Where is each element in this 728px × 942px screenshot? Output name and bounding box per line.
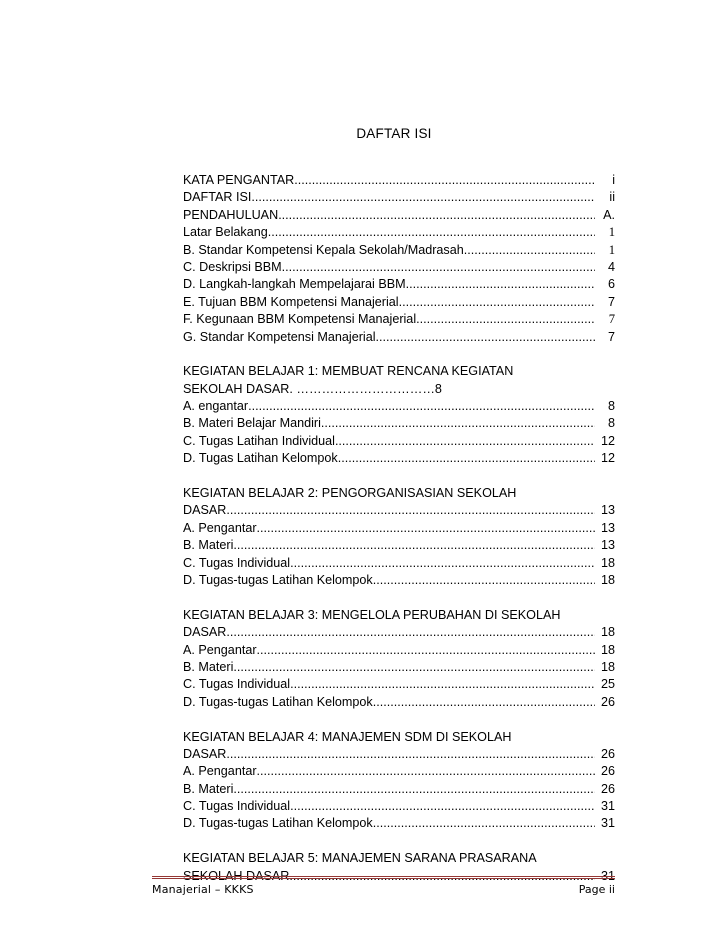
- dot-leader: [248, 398, 595, 415]
- dot-leader: [373, 694, 595, 711]
- toc-entry-label: B. Materi: [183, 538, 234, 553]
- toc-entry-label: A. Pengantar: [183, 520, 257, 535]
- toc-entry-label: DASAR: [183, 503, 227, 518]
- footer-rule: [152, 876, 615, 879]
- toc-entry-kb4-c[interactable]: [183, 798, 615, 815]
- toc-entry-label: A. Pengantar: [183, 642, 257, 657]
- dot-leader: [290, 798, 595, 815]
- toc-entry-page: 1: [608, 242, 615, 257]
- toc-entry-label: Latar Belakang: [183, 225, 268, 240]
- dot-leader: [294, 172, 595, 189]
- toc-entry-label: A. engantar: [183, 399, 249, 414]
- toc-entry-label: D. Tugas-tugas Latihan Kelompok: [183, 572, 373, 587]
- toc-entry-label: E. Tujuan BBM Kompetensi Manajerial: [183, 294, 399, 309]
- toc-entry-page: 31: [600, 816, 615, 831]
- toc-entry-kata-pengantar[interactable]: [183, 172, 615, 189]
- section-gap: [183, 833, 615, 850]
- toc-entry-kb3-c[interactable]: [183, 676, 615, 693]
- toc-entry-page: 18: [600, 572, 615, 587]
- toc-entry-label: B. Standar Kompetensi Kepala Sekolah/Madrasah: [183, 242, 464, 257]
- toc-entry-page: 18: [600, 659, 615, 674]
- section-gap: [183, 468, 615, 485]
- dot-leader: [290, 555, 595, 572]
- toc-entry-label: G. Standar Kompetensi Manajerial: [183, 329, 376, 344]
- dot-leader: [257, 520, 595, 537]
- toc-entry-kb2-dasar[interactable]: [183, 502, 615, 519]
- toc-entry-kb2-d[interactable]: [183, 572, 615, 589]
- toc-entry-page: 18: [600, 642, 615, 657]
- toc-entry-page: 18: [600, 625, 615, 640]
- toc-entry-page: 13: [600, 538, 615, 553]
- table-of-contents: [183, 172, 615, 885]
- toc-entry-page: 7: [607, 294, 615, 309]
- toc-entry-kb1-d[interactable]: [183, 450, 615, 467]
- dot-leader: [233, 781, 595, 798]
- toc-entry-kb3-a[interactable]: [183, 642, 615, 659]
- dot-leader: [233, 659, 595, 676]
- toc-entry-page: 26: [600, 746, 615, 761]
- section-heading-kb4[interactable]: KEGIATAN BELAJAR 4: MANAJEMEN SDM DI SEKOLAH: [183, 729, 512, 744]
- toc-entry-page: 7: [608, 312, 615, 327]
- dot-leader: [257, 642, 595, 659]
- dot-leader: [464, 242, 595, 259]
- toc-entry-kegunaan-bbm[interactable]: [183, 311, 615, 328]
- toc-entry-page: ii: [609, 190, 615, 205]
- dot-leader: [399, 294, 595, 311]
- dot-leader: [237, 624, 595, 641]
- toc-entry-label: DASAR...: [183, 625, 237, 640]
- toc-entry-label: D. Tugas Latihan Kelompok: [183, 451, 338, 466]
- toc-entry-kb2-a[interactable]: [183, 520, 615, 537]
- toc-entry-label: D. Tugas-tugas Latihan Kelompok: [183, 694, 373, 709]
- toc-entry-page: 1: [608, 225, 615, 240]
- toc-entry-kb4-a[interactable]: [183, 763, 615, 780]
- footer-page-number: Page ii: [578, 883, 615, 896]
- toc-entry-page: 12: [600, 433, 615, 448]
- toc-entry-page: 12: [600, 451, 615, 466]
- toc-entry-kb4-dasar[interactable]: [183, 746, 615, 763]
- toc-entry-label: DAFTAR ISI: [183, 190, 252, 205]
- dot-leader: [251, 189, 595, 206]
- dot-leader: [416, 311, 595, 328]
- toc-entry-kb3-d[interactable]: [183, 694, 615, 711]
- toc-entry-kb4-d[interactable]: [183, 815, 615, 832]
- dot-leader: [226, 502, 595, 519]
- dot-leader: [282, 259, 595, 276]
- toc-entry-kb3-b[interactable]: [183, 659, 615, 676]
- toc-entry-page: i: [612, 173, 615, 187]
- section-heading-kb5[interactable]: KEGIATAN BELAJAR 5: MANAJEMEN SARANA PRASARANA: [183, 851, 537, 866]
- dot-leader: [290, 676, 595, 693]
- toc-entry-page: 13: [600, 520, 615, 535]
- dot-leader: [233, 537, 595, 554]
- toc-entry-label: C. Tugas Individual: [183, 677, 291, 692]
- toc-entry-page: 26: [600, 781, 615, 796]
- dot-leader: [268, 224, 595, 241]
- dot-leader: [335, 433, 595, 450]
- toc-entry-page: 8: [607, 416, 615, 431]
- toc-entry-page: 26: [600, 694, 615, 709]
- page-title: DAFTAR ISI: [356, 126, 432, 141]
- toc-entry-kb1-c[interactable]: [183, 433, 615, 450]
- toc-entry-label: B. Materi Belajar Mandiri: [183, 416, 321, 431]
- section-gap: [183, 711, 615, 728]
- toc-entry-label: C. Tugas Individual: [183, 799, 291, 814]
- toc-entry-standar-kompetensi-kepala[interactable]: [183, 242, 615, 259]
- toc-entry-label: C. Tugas Individual: [183, 555, 291, 570]
- toc-entry-label: KATA PENGANTAR: [183, 173, 295, 187]
- toc-entry-kb3-dasar[interactable]: [183, 624, 615, 641]
- toc-entry-kb2-b[interactable]: [183, 537, 615, 554]
- toc-entry-kb4-b[interactable]: [183, 781, 615, 798]
- dot-leader: [226, 746, 595, 763]
- dot-leader: [321, 415, 595, 432]
- toc-entry-page: 6: [607, 277, 615, 292]
- toc-entry-page: 31: [600, 868, 615, 883]
- toc-entry-standar-kompetensi-manajerial[interactable]: [183, 329, 615, 346]
- toc-entry-label: SEKOLAH DASAR: [183, 868, 290, 883]
- dot-leader: [278, 207, 595, 224]
- toc-entry-tujuan-bbm[interactable]: [183, 294, 615, 311]
- dot-leader: [406, 276, 595, 293]
- dot-leader: [257, 763, 595, 780]
- toc-entry-daftar-isi[interactable]: [183, 189, 615, 206]
- toc-entry-kb1-b[interactable]: [183, 415, 615, 432]
- toc-entry-label: C. Tugas Latihan Individual: [183, 433, 335, 448]
- toc-entry-kb1-a[interactable]: [183, 398, 615, 415]
- footer-document-name: Manajerial – KKKS: [152, 883, 254, 896]
- toc-entry-label: D. Tugas-tugas Latihan Kelompok: [183, 816, 373, 831]
- toc-entry-label: F. Kegunaan BBM Kompetensi Manajerial: [183, 312, 417, 327]
- toc-entry-pendahuluan[interactable]: [183, 207, 615, 224]
- dot-leader: [338, 450, 595, 467]
- toc-entry-page: 4: [607, 259, 615, 274]
- toc-entry-kb2-c[interactable]: [183, 555, 615, 572]
- toc-entry-deskripsi-bbm[interactable]: [183, 259, 615, 276]
- section-subheading-kb1[interactable]: SEKOLAH DASAR. ……………………………8: [183, 381, 442, 396]
- toc-entry-page: A.: [603, 207, 615, 222]
- toc-entry-latar-belakang[interactable]: [183, 224, 615, 241]
- toc-entry-page: 25: [600, 677, 615, 692]
- toc-entry-label: C. Deskripsi BBM: [183, 259, 282, 274]
- toc-entry-page: 13: [600, 503, 615, 518]
- toc-entry-label: B. Materi: [183, 781, 234, 796]
- dot-leader: [373, 572, 595, 589]
- toc-entry-page: 7: [607, 329, 615, 344]
- toc-entry-label: D. Langkah-langkah Mempelajarai BBM: [183, 277, 406, 292]
- dot-leader: [373, 815, 595, 832]
- toc-entry-langkah-langkah[interactable]: [183, 276, 615, 293]
- toc-entry-label: DASAR: [183, 746, 227, 761]
- toc-entry-page: 31: [600, 799, 615, 814]
- section-gap: [183, 589, 615, 606]
- toc-entry-label: B. Materi: [183, 659, 234, 674]
- toc-entry-page: 18: [600, 555, 615, 570]
- section-heading-kb1[interactable]: KEGIATAN BELAJAR 1: MEMBUAT RENCANA KEGIATAN: [183, 364, 514, 379]
- section-gap: [183, 346, 615, 363]
- section-heading-kb2[interactable]: KEGIATAN BELAJAR 2: PENGORGANISASIAN SEKOLAH: [183, 486, 517, 501]
- toc-entry-label: A. Pengantar: [183, 764, 257, 779]
- toc-entry-page: 26: [600, 764, 615, 779]
- dot-leader: [376, 329, 595, 346]
- section-heading-kb3[interactable]: KEGIATAN BELAJAR 3: MENGELOLA PERUBAHAN DI SEKOLAH: [183, 607, 561, 622]
- toc-entry-page: 8: [607, 399, 615, 414]
- toc-entry-label: PENDAHULUAN: [183, 207, 279, 222]
